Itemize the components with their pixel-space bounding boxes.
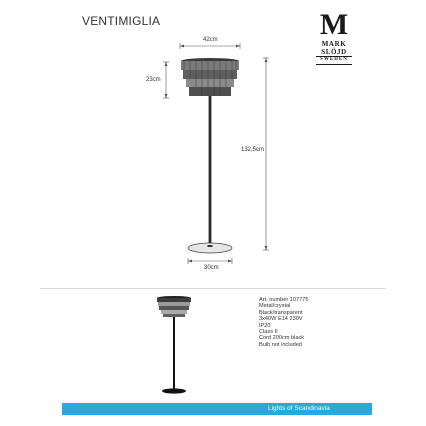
logo-line-mark: MARK [321,40,347,48]
spec-item: Art. number 107775 [259,297,309,303]
section-divider [40,288,386,289]
shade-width-dimension [180,43,240,49]
spec-item: IP20 [259,322,271,329]
logo-letter: M [319,8,349,41]
spec-item: Class II [259,329,278,336]
lamp-shade [181,58,239,96]
lamp-pole [209,96,212,244]
footer-bar [62,403,372,415]
product-title: VENTIMIGLIA [82,14,161,28]
logo-line-slojd: SLÖJD [321,48,347,56]
spec-item: Cord 200cm black [259,335,305,342]
spec-list [259,297,308,348]
base-width-dimension [188,258,232,264]
footer-text: Lights of Scandinavia [268,405,330,412]
shade-width-label: 42cm [203,37,218,43]
logo-line-sweden: SWEDEN [320,57,348,62]
lamp-base [188,243,232,253]
shade-height-label: 23cm [146,77,161,83]
spec-item: Metal/crystal [259,303,291,310]
total-height-dimension [263,58,269,250]
lamp-photo [157,296,191,394]
shade-height-dimension [163,62,169,98]
base-width-label: 30cm [204,265,219,271]
spec-item: 3x40W E14 230V [259,316,303,323]
total-height-label: 132,5cm [241,147,265,153]
spec-item: Black/transparent [259,309,303,316]
spec-item: Bulb not included [259,341,302,348]
